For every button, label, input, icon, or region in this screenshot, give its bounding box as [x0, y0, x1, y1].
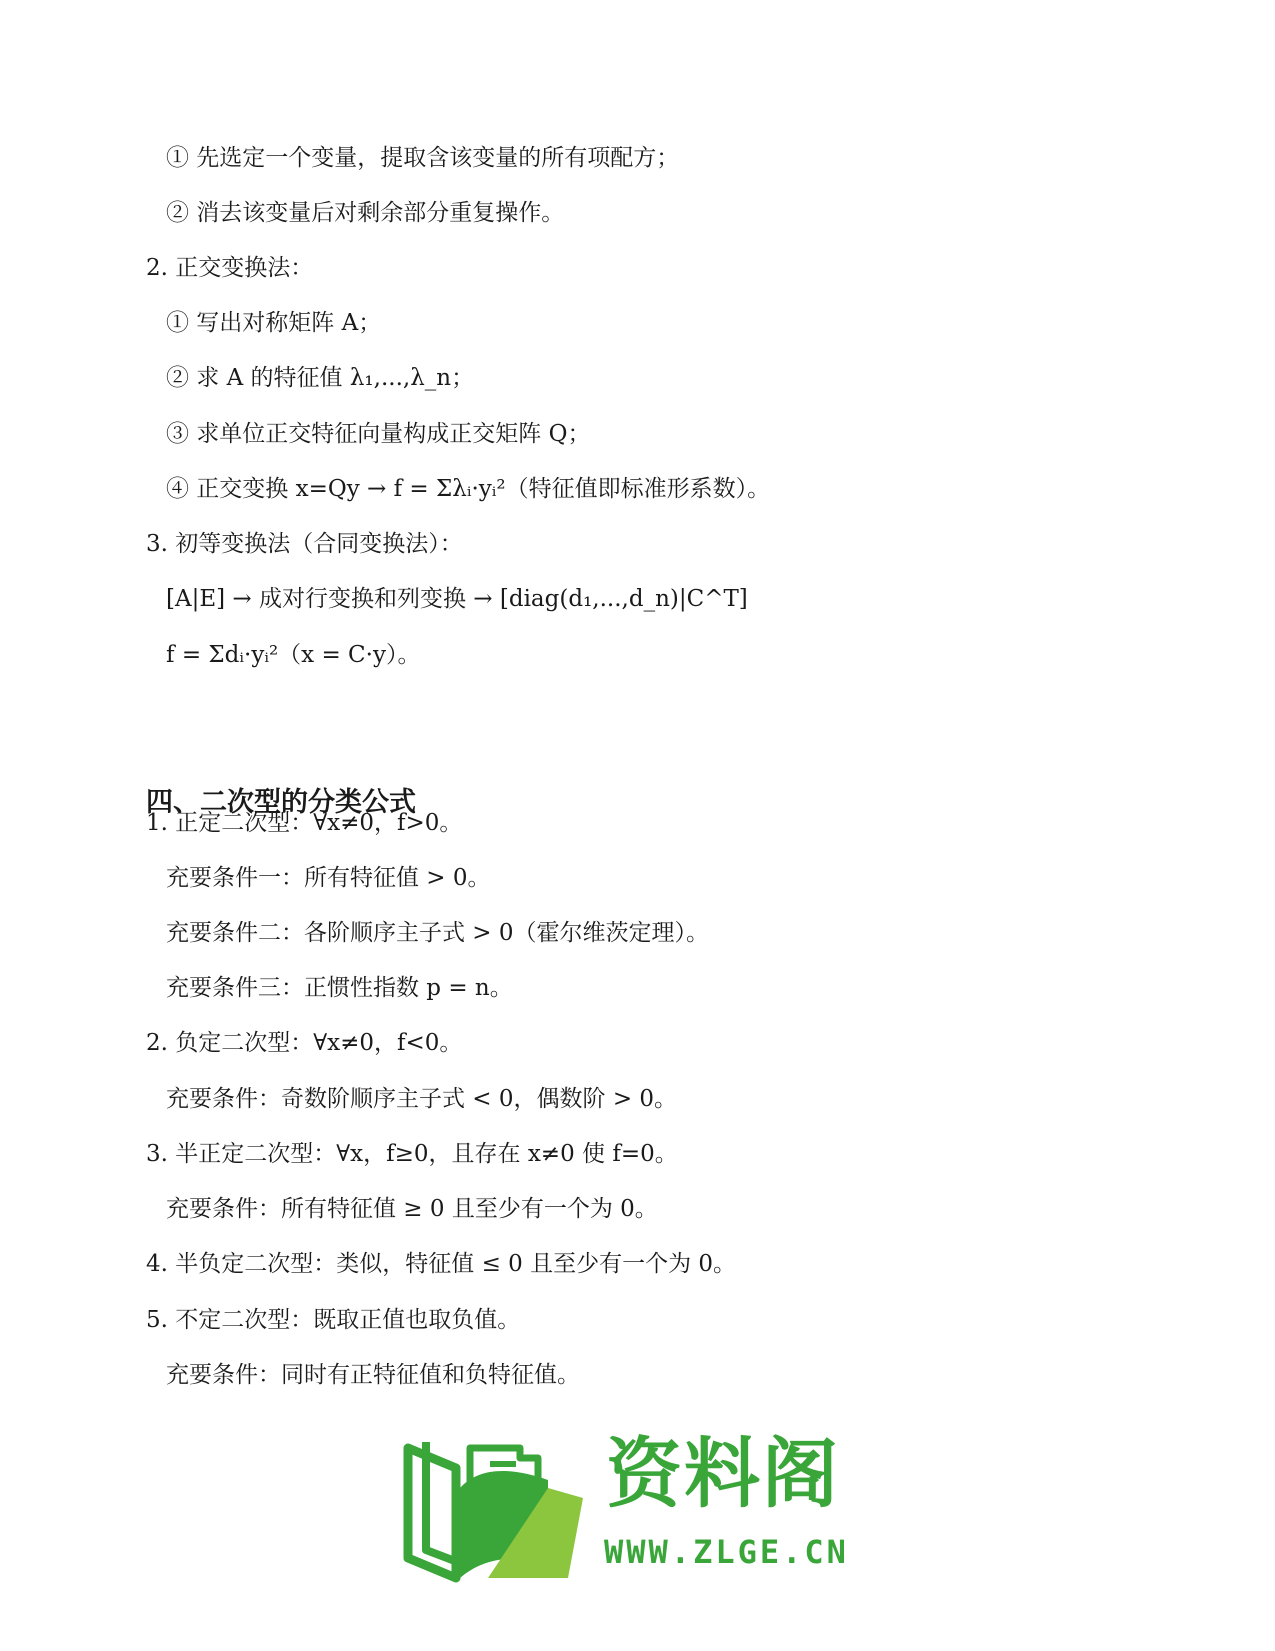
elementary-formula-2: f = Σdᵢ·yᵢ²（x = C·y）。	[166, 642, 421, 668]
method-elementary-title: 3. 初等变换法（合同变换法）：	[146, 531, 463, 557]
step-complete-square-2: ② 消去该变量后对剩余部分重复操作。	[166, 200, 565, 226]
condition-pd-2: 充要条件二：各阶顺序主子式 > 0（霍尔维茨定理）。	[166, 920, 710, 946]
condition-psd: 充要条件：所有特征值 ≥ 0 且至少有一个为 0。	[166, 1196, 658, 1222]
class-positive-semidefinite: 3. 半正定二次型：∀x，f≥0，且存在 x≠0 使 f=0。	[146, 1141, 678, 1167]
condition-nd: 充要条件：奇数阶顺序主子式 < 0，偶数阶 > 0。	[166, 1086, 678, 1112]
condition-pd-1: 充要条件一：所有特征值 > 0。	[166, 865, 491, 891]
condition-indefinite: 充要条件：同时有正特征值和负特征值。	[166, 1362, 580, 1388]
class-negative-definite: 2. 负定二次型：∀x≠0，f<0。	[146, 1030, 463, 1056]
watermark-url: WWW.ZLGE.CN	[604, 1533, 849, 1571]
class-positive-definite: 1. 正定二次型：∀x≠0，f>0。	[146, 810, 463, 836]
section-heading: 四、二次型的分类公式	[146, 787, 416, 818]
open-book-folder-icon	[398, 1428, 598, 1588]
watermark-name: 资料阁	[606, 1429, 840, 1518]
step-orthogonal-3: ③ 求单位正交特征向量构成正交矩阵 Q；	[166, 421, 591, 447]
class-indefinite: 5. 不定二次型：既取正值也取负值。	[146, 1307, 521, 1333]
method-orthogonal-title: 2. 正交变换法：	[146, 255, 314, 281]
step-orthogonal-2: ② 求 A 的特征值 λ₁,...,λ_n；	[166, 365, 475, 391]
step-complete-square-1: ① 先选定一个变量，提取含该变量的所有项配方；	[166, 145, 680, 171]
elementary-formula-1: [A|E] → 成对行变换和列变换 → [diag(d₁,...,d_n)|C^T]	[166, 586, 748, 612]
step-orthogonal-1: ① 写出对称矩阵 A；	[166, 310, 382, 336]
step-orthogonal-4: ④ 正交变换 x=Qy → f = Σλᵢ·yᵢ²（特征值即标准形系数）。	[166, 476, 771, 502]
watermark-logo	[398, 1428, 868, 1598]
class-negative-semidefinite: 4. 半负定二次型：类似，特征值 ≤ 0 且至少有一个为 0。	[146, 1251, 737, 1277]
condition-pd-3: 充要条件三：正惯性指数 p = n。	[166, 975, 513, 1001]
